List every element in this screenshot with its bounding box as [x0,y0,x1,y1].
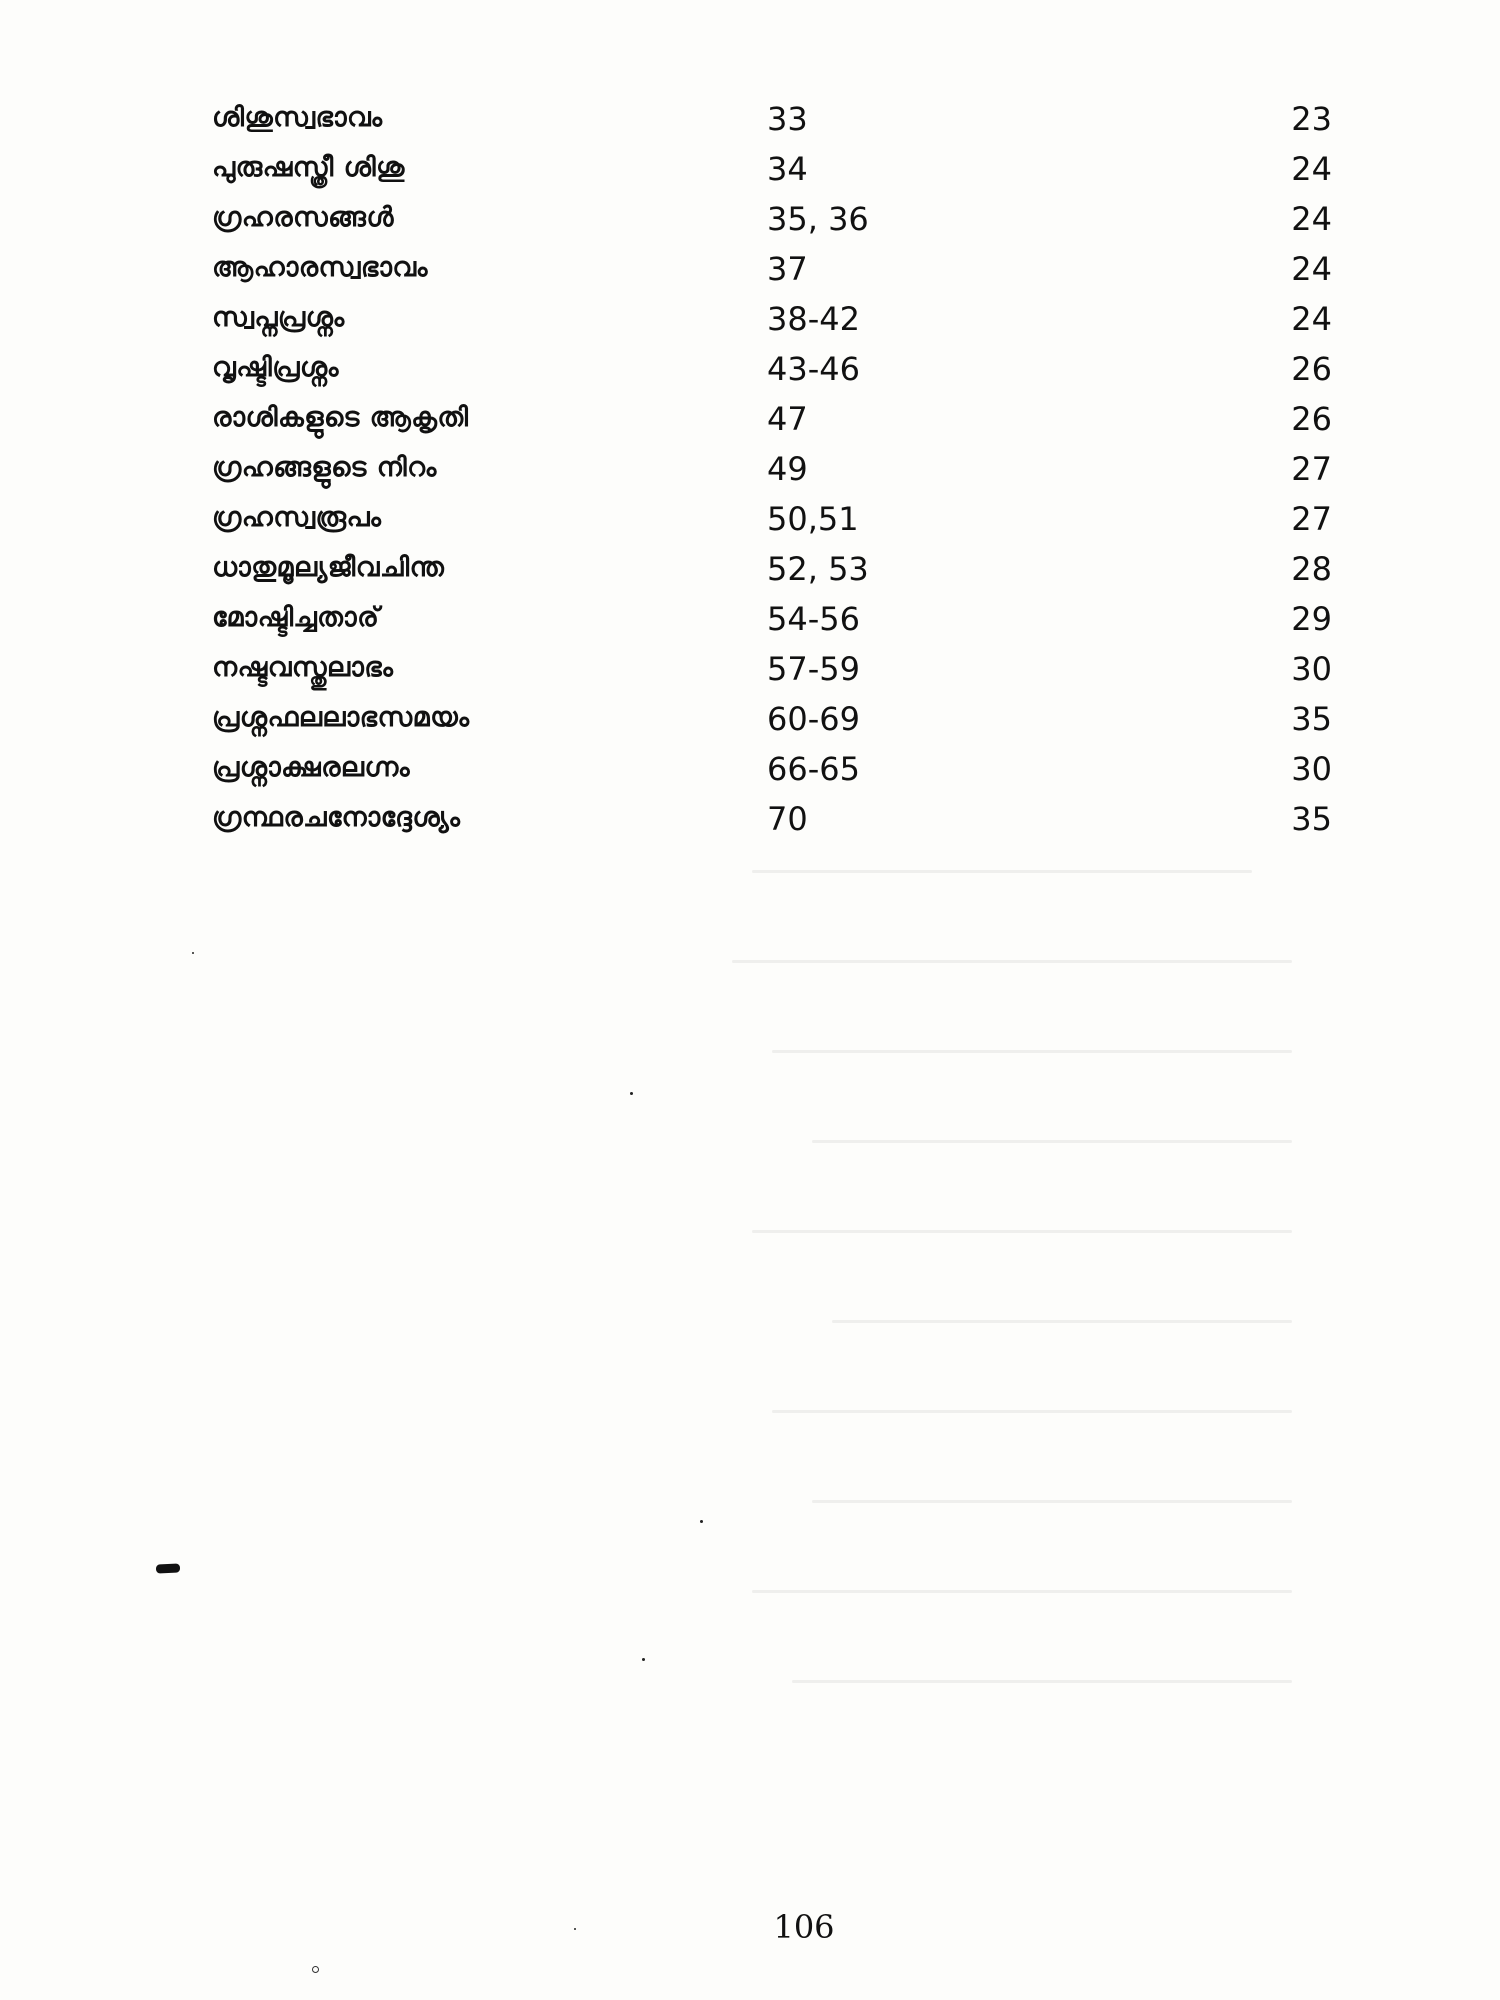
toc-page: 30 [1291,750,1332,788]
toc-page: 35 [1291,800,1332,838]
toc-title: ഗ്രന്ഥരചനോദ്ദേശ്യം [212,802,461,833]
toc-title: നഷ്ടവസ്തുലാഭം [212,652,394,683]
toc-row [212,800,1332,850]
toc-row [212,350,1332,400]
toc-title: പ്രശ്നഫലലാഭസമയം [212,702,470,733]
toc-verse: 43-46 [767,350,860,388]
toc-row [212,300,1332,350]
table-of-contents [212,100,1332,850]
toc-page: 27 [1291,450,1332,488]
toc-row [212,750,1332,800]
toc-verse: 60-69 [767,700,860,738]
toc-row [212,700,1332,750]
toc-row [212,250,1332,300]
toc-row [212,500,1332,550]
toc-page: 23 [1291,100,1332,138]
toc-verse: 34 [767,150,808,188]
page-number: 106 [773,1908,835,1946]
toc-page: 27 [1291,500,1332,538]
toc-verse: 49 [767,450,808,488]
toc-row [212,650,1332,700]
toc-row [212,450,1332,500]
toc-verse: 70 [767,800,808,838]
toc-page: 26 [1291,350,1332,388]
toc-verse: 57-59 [767,650,860,688]
toc-title: മോഷ്ടിച്ചതാര് [212,602,380,633]
toc-verse: 66-65 [767,750,860,788]
toc-row [212,200,1332,250]
toc-row [212,550,1332,600]
toc-page: 35 [1291,700,1332,738]
toc-page: 24 [1291,200,1332,238]
toc-title: പുരുഷസ്ത്രീ ശിശു [212,152,405,183]
toc-row [212,150,1332,200]
toc-title: രാശികളുടെ ആകൃതി [212,402,469,433]
toc-title: പ്രശ്നാക്ഷരലഗ്നം [212,752,411,783]
ink-mark [156,1563,180,1573]
toc-row [212,600,1332,650]
toc-verse: 37 [767,250,808,288]
toc-title: ഗ്രഹസ്വരൂപം [212,502,382,533]
toc-row [212,400,1332,450]
toc-title: ഗ്രഹങ്ങളുടെ നിറം [212,452,437,483]
toc-verse: 33 [767,100,808,138]
toc-page: 24 [1291,300,1332,338]
toc-page: 24 [1291,250,1332,288]
toc-verse: 38-42 [767,300,860,338]
toc-verse: 54-56 [767,600,860,638]
toc-page: 24 [1291,150,1332,188]
toc-row [212,100,1332,150]
toc-page: 26 [1291,400,1332,438]
toc-verse: 50,51 [767,500,859,538]
toc-verse: 52, 53 [767,550,869,588]
toc-page: 30 [1291,650,1332,688]
toc-title: ഗ്രഹരസങ്ങൾ [212,202,394,233]
toc-page: 28 [1291,550,1332,588]
toc-verse: 35, 36 [767,200,869,238]
toc-title: വൃഷ്ടിപ്രശ്നം [212,352,339,383]
toc-title: ധാതുമൂല്യജീവചിന്ത [212,552,445,583]
toc-title: ശിശുസ്വഭാവം [212,102,383,133]
toc-page: 29 [1291,600,1332,638]
toc-title: ആഹാരസ്വഭാവം [212,252,428,283]
toc-verse: 47 [767,400,808,438]
toc-title: സ്വപ്നപ്രശ്നം [212,302,345,333]
